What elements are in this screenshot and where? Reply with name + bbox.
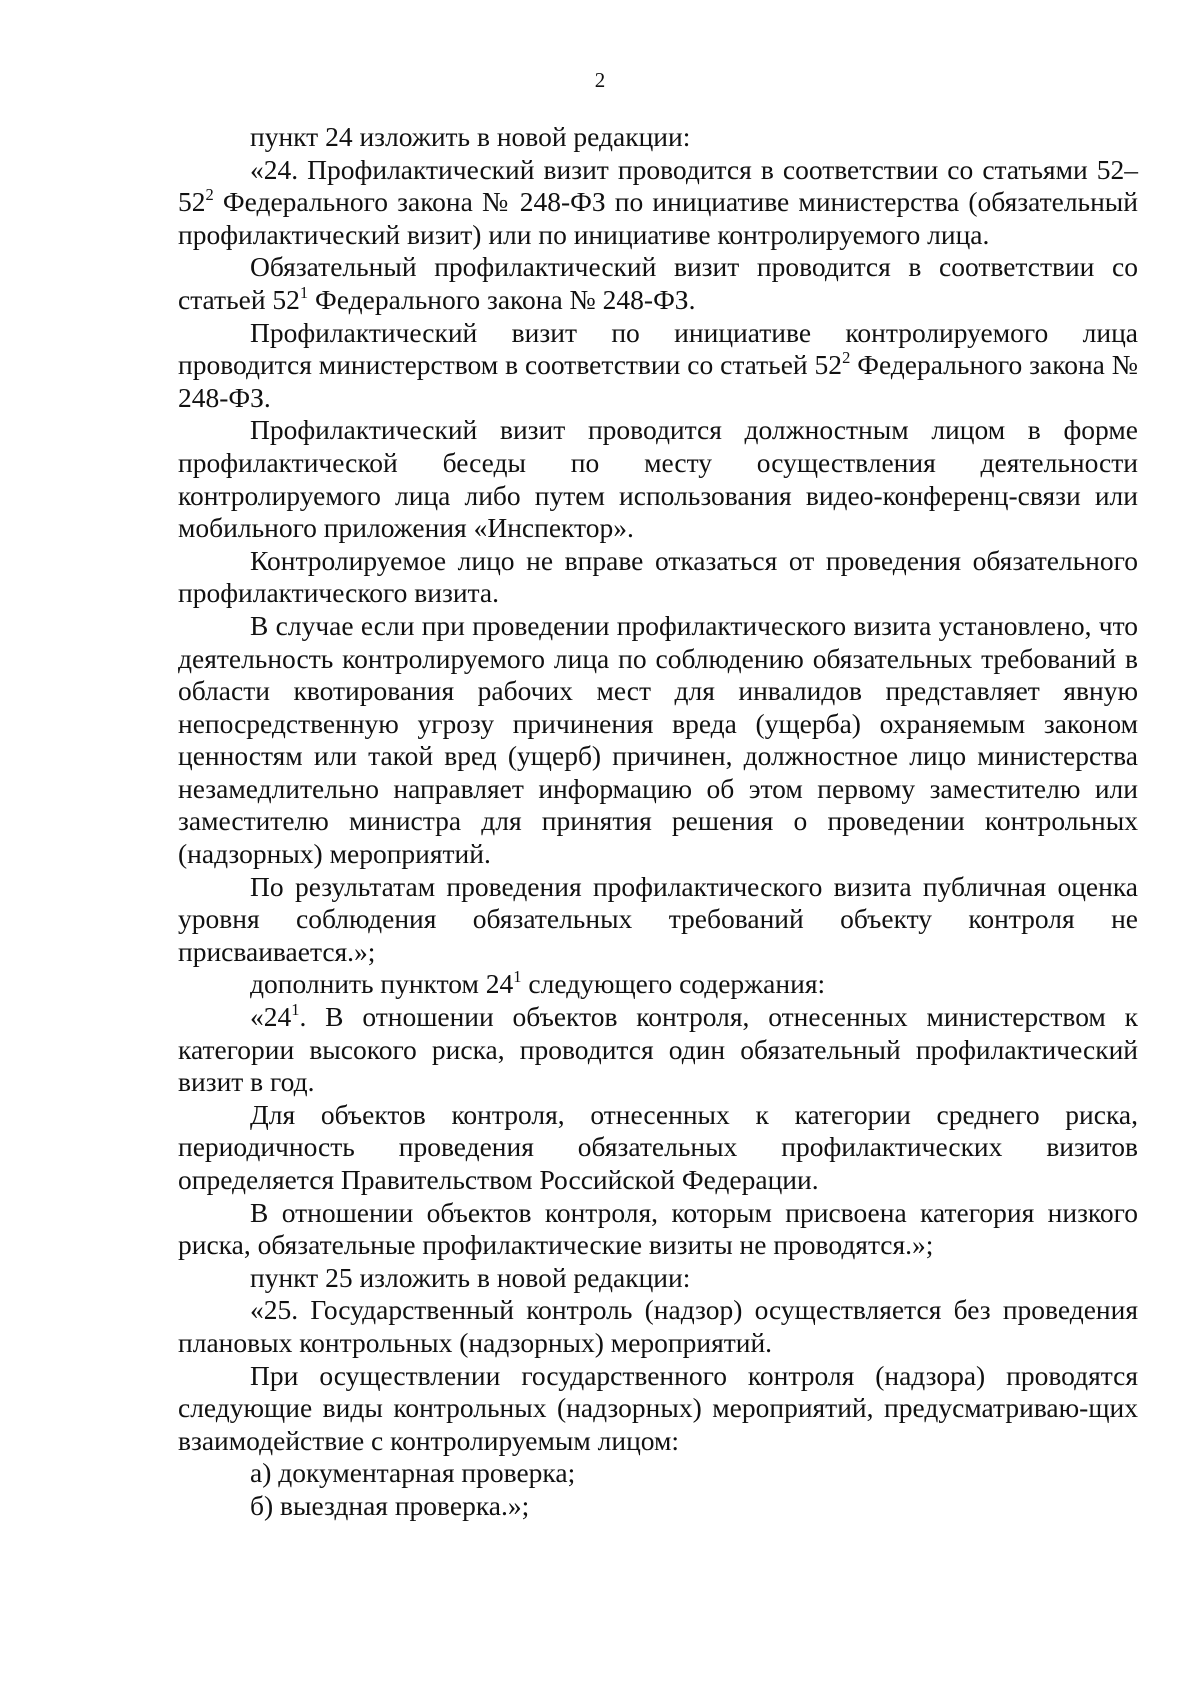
- paragraph: пункт 25 изложить в новой редакции:: [250, 1261, 691, 1293]
- paragraph: пункт 24 изложить в новой редакции:: [250, 121, 691, 152]
- paragraph: При осуществлении государственного контроля (надзора) проводятся следующие виды контрольных (надзорных) мероприятий, предусматриваю-щих взаимодействие с контролируемым лицом:: [178, 1359, 1138, 1456]
- paragraph: «$24^1$. В отношении объектов контроля, отнесенных министерством к категории высокого риска, проводится один обязательный профилактический визит в год.: [178, 1000, 1138, 1098]
- paragraph: Профилактический визит проводится должностным лицом в форме профилактической беседы по месту осуществления деятельности контролируемого лица либо путем использования видео-конференц-связи или мобильного приложения «Инспектор».: [178, 414, 1138, 544]
- paragraph: Контролируемое лицо не вправе отказаться от проведения обязательного профилактического визита.: [178, 544, 1138, 609]
- list-item: б) выездная проверка.»;: [250, 1489, 530, 1521]
- paragraph: В случае если при проведении профилактического визита установлено, что деятельность контролируемого лица по соблюдению обязательных требований в области квотирования рабочих мест для инвалидов представляет явную непосредственную угрозу причинения вреда (ущерба) охраняемым законом ценностям или такой вред (ущерб) причинен, должностное лицо министерства незамедлительно направляет информацию об этом первому заместителю или заместителю министра для принятия решения о проведении контрольных (надзорных) мероприятий.: [178, 609, 1138, 870]
- paragraph: В отношении объектов контроля, которым присвоена категория низкого риска, обязательные профилактические визиты не проводятся.»;: [178, 1196, 1138, 1261]
- paragraph: По результатам проведения профилактического визита публичная оценка уровня соблюдения обязательных требований объекту контроля не присваивается.»;: [178, 870, 1138, 967]
- list-item: а) документарная проверка;: [250, 1457, 576, 1489]
- page-number: 2: [594, 68, 606, 92]
- paragraph: Для объектов контроля, отнесенных к категории среднего риска, периодичность проведения обязательных профилактических визитов определяется Правительством Российской Федерации.: [178, 1098, 1138, 1195]
- paragraph: дополнить пунктом $24^1$ следующего содержания:: [250, 967, 826, 1000]
- document-body: [178, 121, 1138, 1523]
- paragraph: «25. Государственный контроль (надзор) осуществляется без проведения плановых контрольных (надзорных) мероприятий.: [178, 1294, 1138, 1358]
- paragraph: «24. Профилактический визит проводится в соответствии со статьями $52-52^2$ Федерального закона № 248-ФЗ по инициативе министерства (обязательный профилактический визит) или по инициативе контролируемого лица.: [178, 153, 1138, 250]
- paragraph: Обязательный профилактический визит проводится в соответствии со статьей $52^1$ Федерального закона № 248-ФЗ.: [178, 251, 1138, 315]
- paragraph: Профилактический визит по инициативе контролируемого лица проводится министерством в соответствии со статьей $52^2$ Федерального закона № 248-ФЗ.: [178, 316, 1139, 413]
